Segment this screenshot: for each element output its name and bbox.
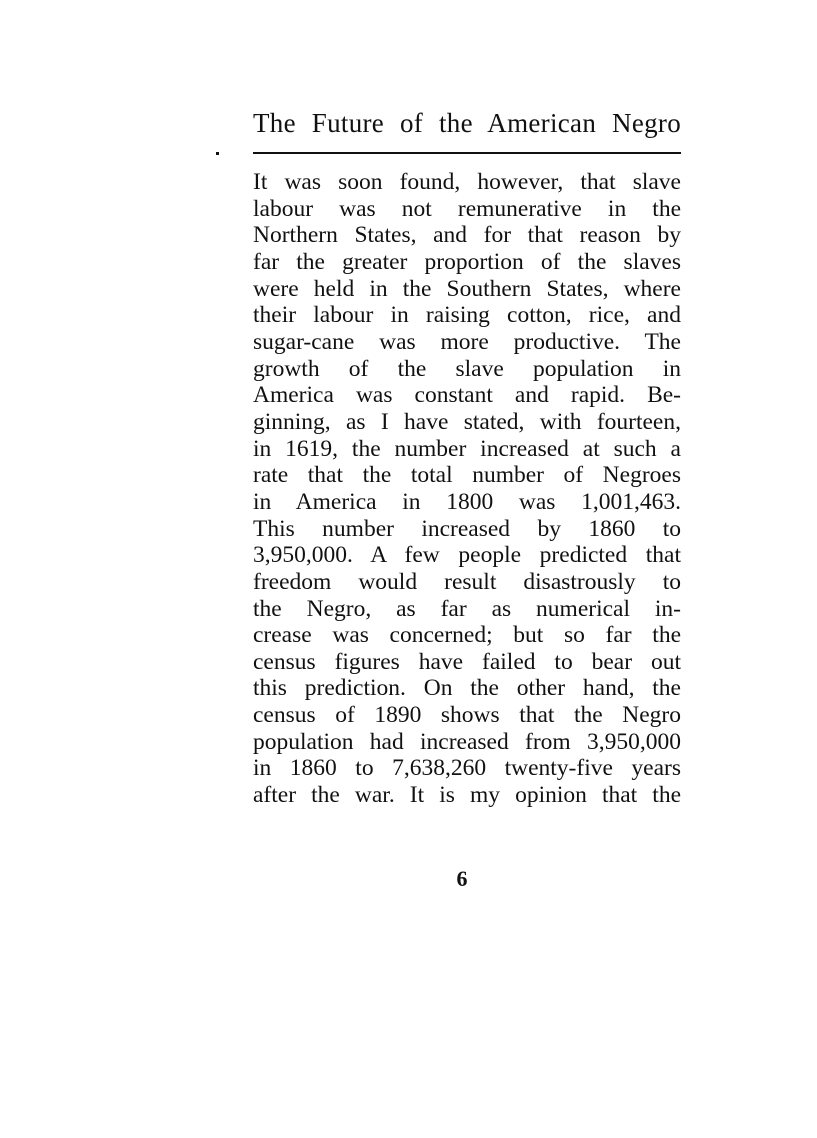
text-line [253,249,681,276]
text-line [253,302,681,329]
text-line-content: It was soon found, however, that slave [253,169,681,195]
text-line-content: were held in the Southern States, where [253,275,681,302]
text-line [253,516,681,543]
text-line [253,702,681,729]
text-line [253,622,681,649]
running-title: The Future of the American Negro [253,108,681,138]
text-line [253,782,681,809]
text-line [253,755,681,782]
header-rule [253,152,681,154]
text-line-content: census of 1890 shows that the Negro [253,702,681,729]
text-line [253,569,681,596]
text-line-content: This number increased by 1860 to [253,515,681,542]
text-line [253,436,681,463]
text-line [253,196,681,223]
text-line [253,649,681,676]
text-line [253,729,681,756]
text-line-content: far the greater proportion of the slaves [253,248,681,275]
text-line-content: population had increased from 3,950,000 [253,728,681,755]
text-line-content: in 1619, the number increased at such a [253,435,681,462]
text-line-content: labour was not remunerative in the [253,195,681,222]
text-line [253,596,681,623]
text-line [253,276,681,303]
text-line-content: rate that the total number of Negroes [253,462,681,489]
text-line [253,409,681,436]
text-line-content: America was constant and rapid. Be- [253,382,681,409]
text-line-content: Northern States, and for that reason by [253,222,681,249]
text-line-content: 3,950,000. A few people predicted that [253,542,681,569]
text-line [253,222,681,249]
body-text [253,169,681,809]
text-line-content: after the war. It is my opinion that the [253,782,681,809]
text-line-content: sugar-cane was more productive. The [253,328,681,355]
text-line-content: growth of the slave population in [253,355,681,382]
text-line [253,542,681,569]
text-line [253,356,681,383]
text-line-content: their labour in raising cotton, rice, and [253,302,681,329]
text-line-content: ginning, as I have stated, with fourteen, [253,408,681,435]
text-line [253,489,681,516]
text-line [253,675,681,702]
text-line-content: crease was concerned; but so far the [253,622,681,649]
text-line [253,382,681,409]
text-line [253,169,681,196]
text-line-content: the Negro, as far as numerical in- [253,595,681,622]
text-line [253,462,681,489]
text-line [253,329,681,356]
text-line-content: in America in 1800 was 1,001,463. [253,488,681,515]
text-line-content: census figures have failed to bear out [253,648,681,675]
scan-speck [216,152,219,155]
page-number: 6 [456,866,468,891]
text-line-content: freedom would result disastrously to [253,568,681,595]
text-line-content: in 1860 to 7,638,260 twenty-five years [253,755,681,782]
text-line-content: this prediction. On the other hand, the [253,675,681,702]
